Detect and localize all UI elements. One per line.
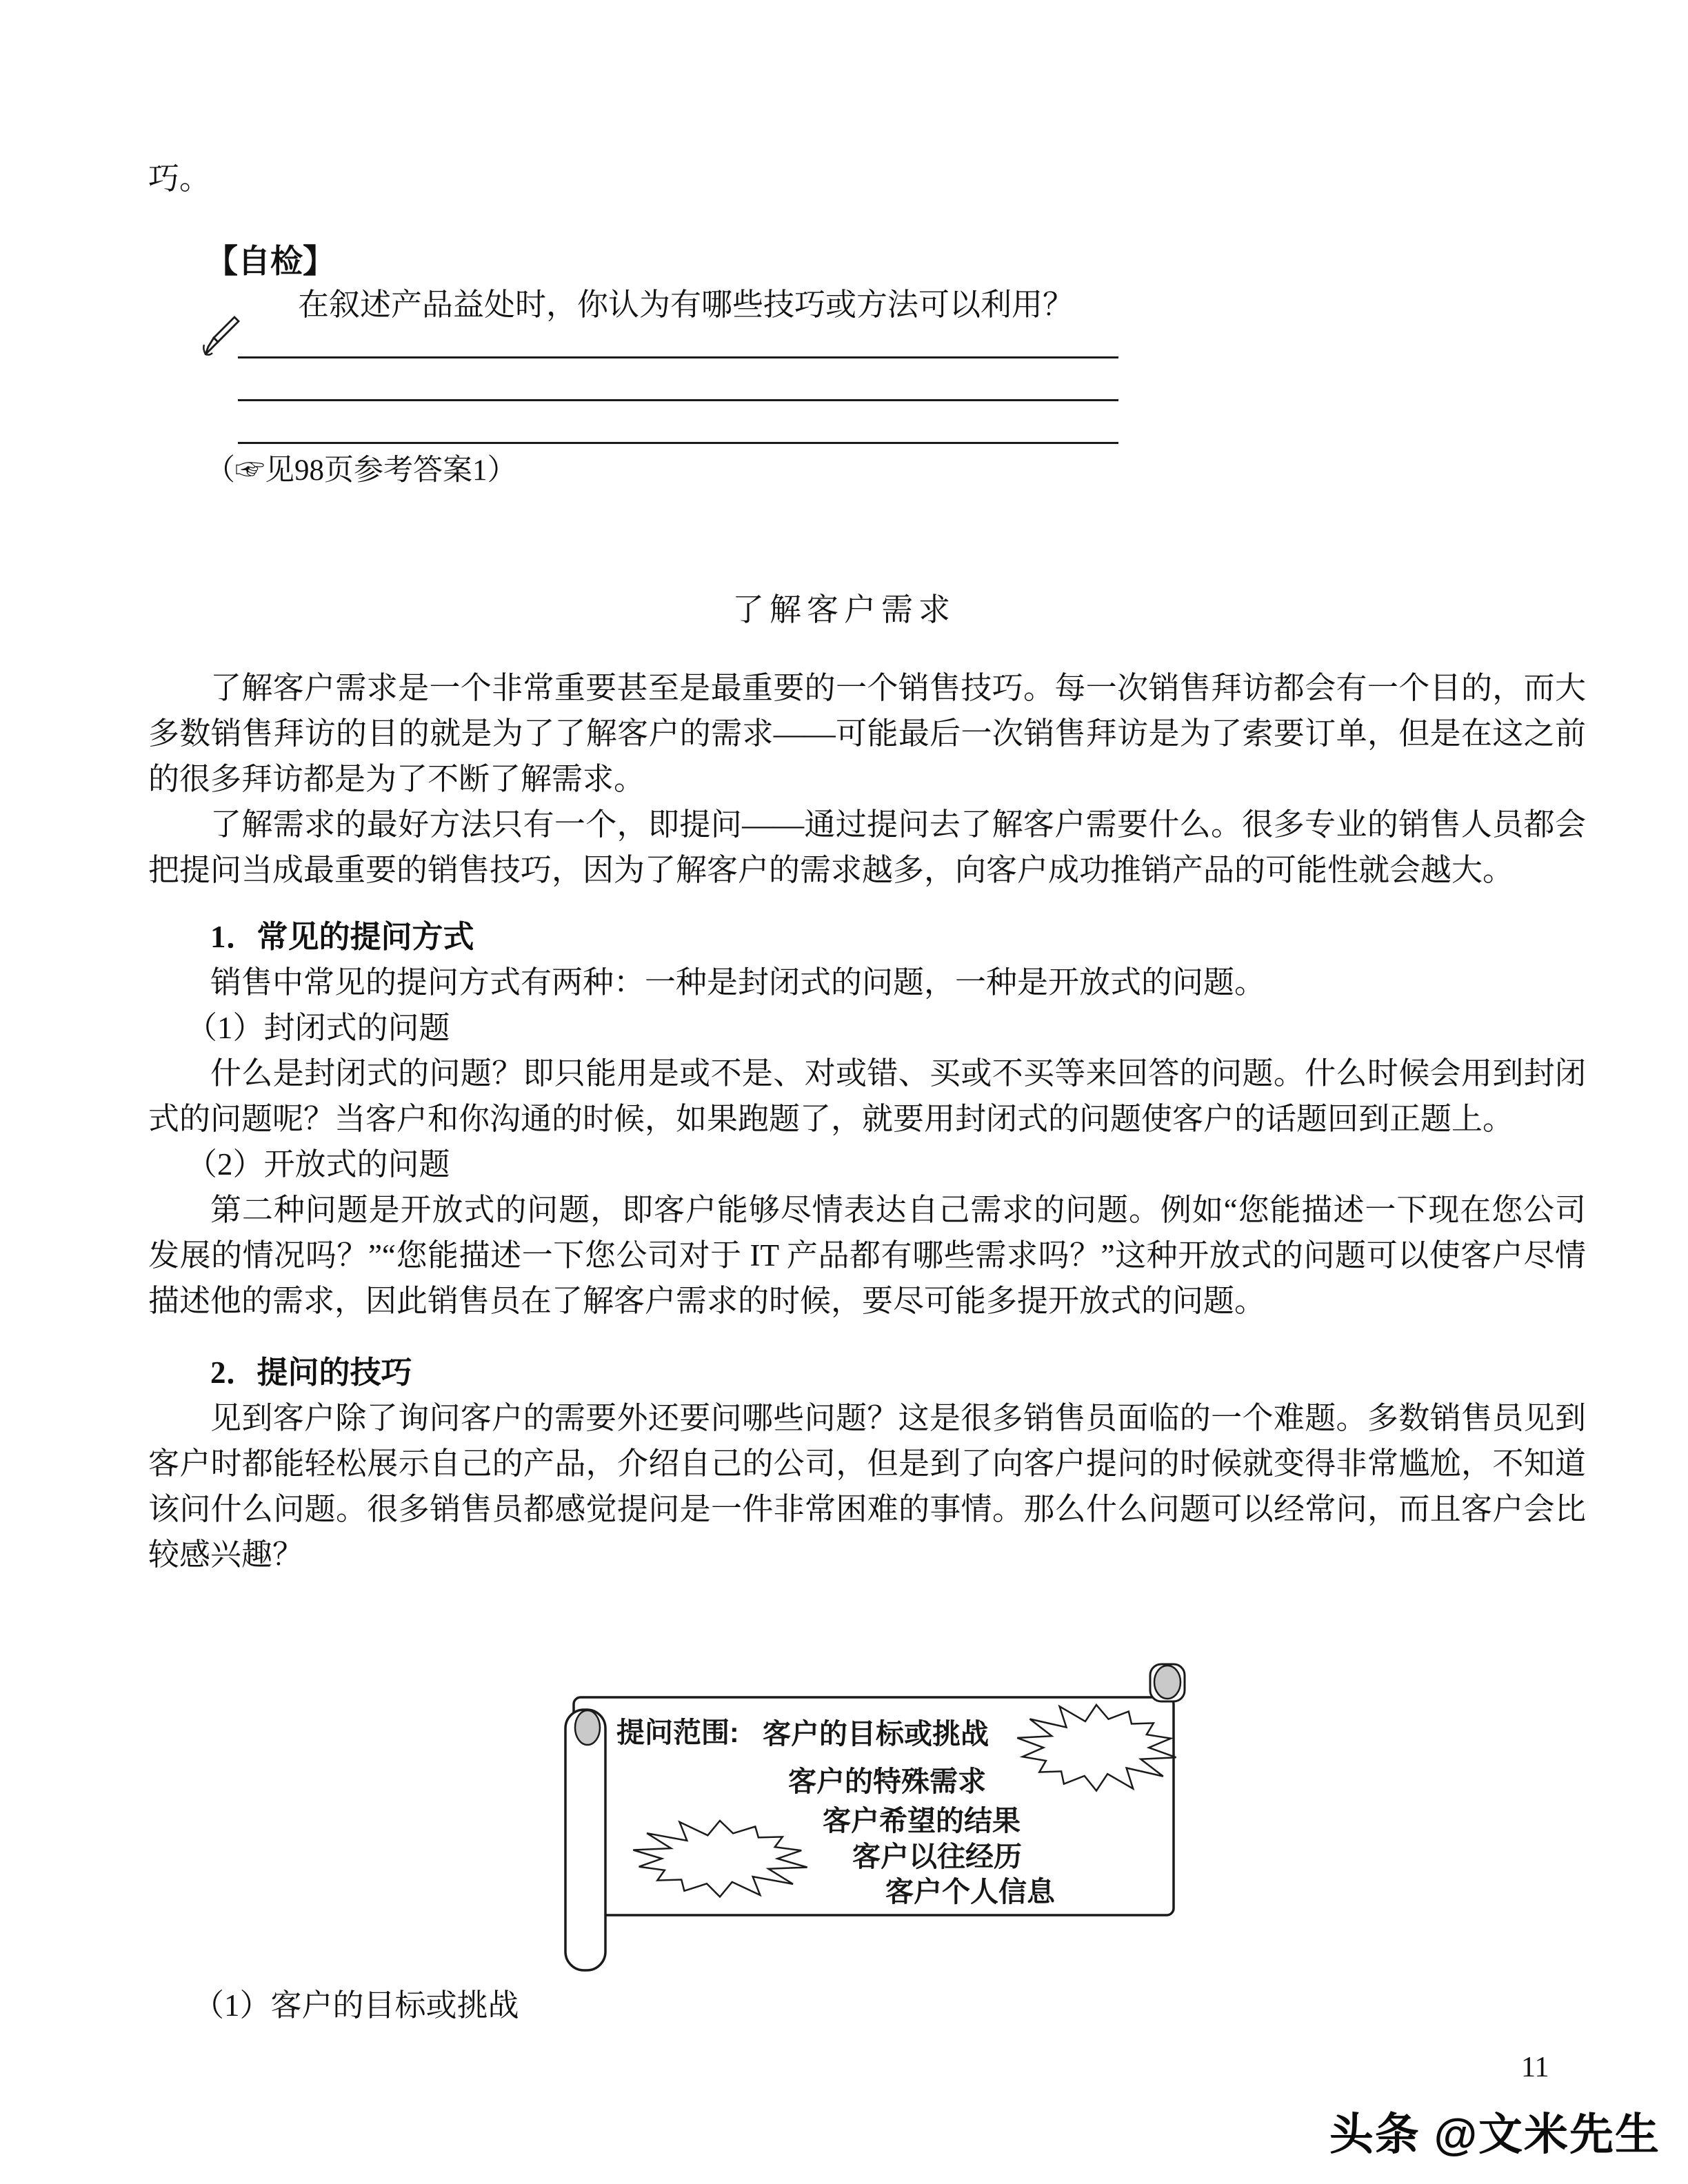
closed-question-subheading: （1）封闭式的问题: [186, 1011, 450, 1045]
section-2-lead: 见到客户除了询问客户的需要外还要问哪些问题？这是很多销售员面临的一个难题。多数销售员见到客户时都能轻松展示自己的产品，介绍自己的公司，但是到了向客户提问的时候就变得非常尴尬，不知道该问什么问题。很多销售员都感觉提问是一件非常困难的事情。那么什么问题可以经常问，而且客户会比较感兴趣？: [148, 1401, 1586, 1572]
answer-line: [238, 399, 1118, 401]
open-question-subheading: （2）开放式的问题: [186, 1147, 450, 1182]
scroll-left-roll-end: [575, 1710, 600, 1745]
open-question-paragraph: 第二种问题是开放式的问题，即客户能够尽情表达自己需求的问题。例如“您能描述一下现在您公司发展的情况吗？”“您能描述一下您公司对于 IT 产品都有哪些需求吗？”这种开放式的问题可以使客户尽情描述他的需求，因此销售员在了解客户需求的时候，要尽可能多提开放式的问题。: [148, 1193, 1586, 1318]
section-1-heading: 1．常见的提问方式: [210, 920, 474, 954]
figure-item: 客户的目标或挑战: [763, 1718, 989, 1750]
section-2-heading: 2．提问的技巧: [210, 1355, 412, 1390]
watermark: 头条 @文米先生: [1329, 2110, 1660, 2159]
figure-item: 客户希望的结果: [823, 1805, 1021, 1837]
article-title: 了解客户需求: [732, 592, 956, 627]
self-check-question: 在叙述产品益处时，你认为有哪些技巧或方法可以利用？: [298, 287, 1074, 322]
question-scope-scroll-figure: [559, 1655, 1200, 1979]
writing-pen-icon: [201, 316, 240, 358]
figure-item: 客户的特殊需求: [788, 1766, 986, 1797]
closed-question-paragraph: 什么是封闭式的问题？即只能用是或不是、对或错、买或不买等来回答的问题。什么时候会用到封闭式的问题呢？当客户和你沟通的时候，如果跑题了，就要用封闭式的问题使客户的话题回到正题上。: [148, 1056, 1586, 1136]
figure-item: 客户以往经历: [852, 1841, 1022, 1872]
carryover-text: 巧。: [148, 161, 211, 196]
answer-reference: （☞见98页参考答案1）: [205, 454, 517, 487]
scroll-left-roll: [565, 1710, 605, 1970]
intro-paragraph: 了解客户需求是一个非常重要甚至是最重要的一个销售技巧。每一次销售拜访都会有一个目的，而大多数销售拜访的目的就是为了了解客户的需求——可能最后一次销售拜访是为了索要订单，但是在这之前的很多拜访都是为了不断了解需求。: [148, 671, 1586, 796]
after-figure-subheading: （1）客户的目标或挑战: [193, 1988, 519, 2023]
self-check-heading: 【自检】: [205, 244, 335, 280]
page-number: 11: [1521, 2052, 1549, 2083]
figure-item: 客户个人信息: [885, 1876, 1055, 1908]
article-body: [148, 665, 1586, 1577]
intro-paragraph: 了解需求的最好方法只有一个，即提问——通过提问去了解客户需要什么。很多专业的销售人员都会把提问当成最重要的销售技巧，因为了解客户的需求越多，向客户成功推销产品的可能性就会越大。: [148, 807, 1586, 887]
answer-line: [238, 442, 1118, 444]
section-1-lead: 销售中常见的提问方式有两种：一种是封闭式的问题，一种是开放式的问题。: [210, 965, 1266, 1000]
answer-line: [238, 356, 1118, 358]
figure-label: 提问范围:: [616, 1717, 739, 1748]
scroll-right-roll-end: [1154, 1666, 1180, 1699]
